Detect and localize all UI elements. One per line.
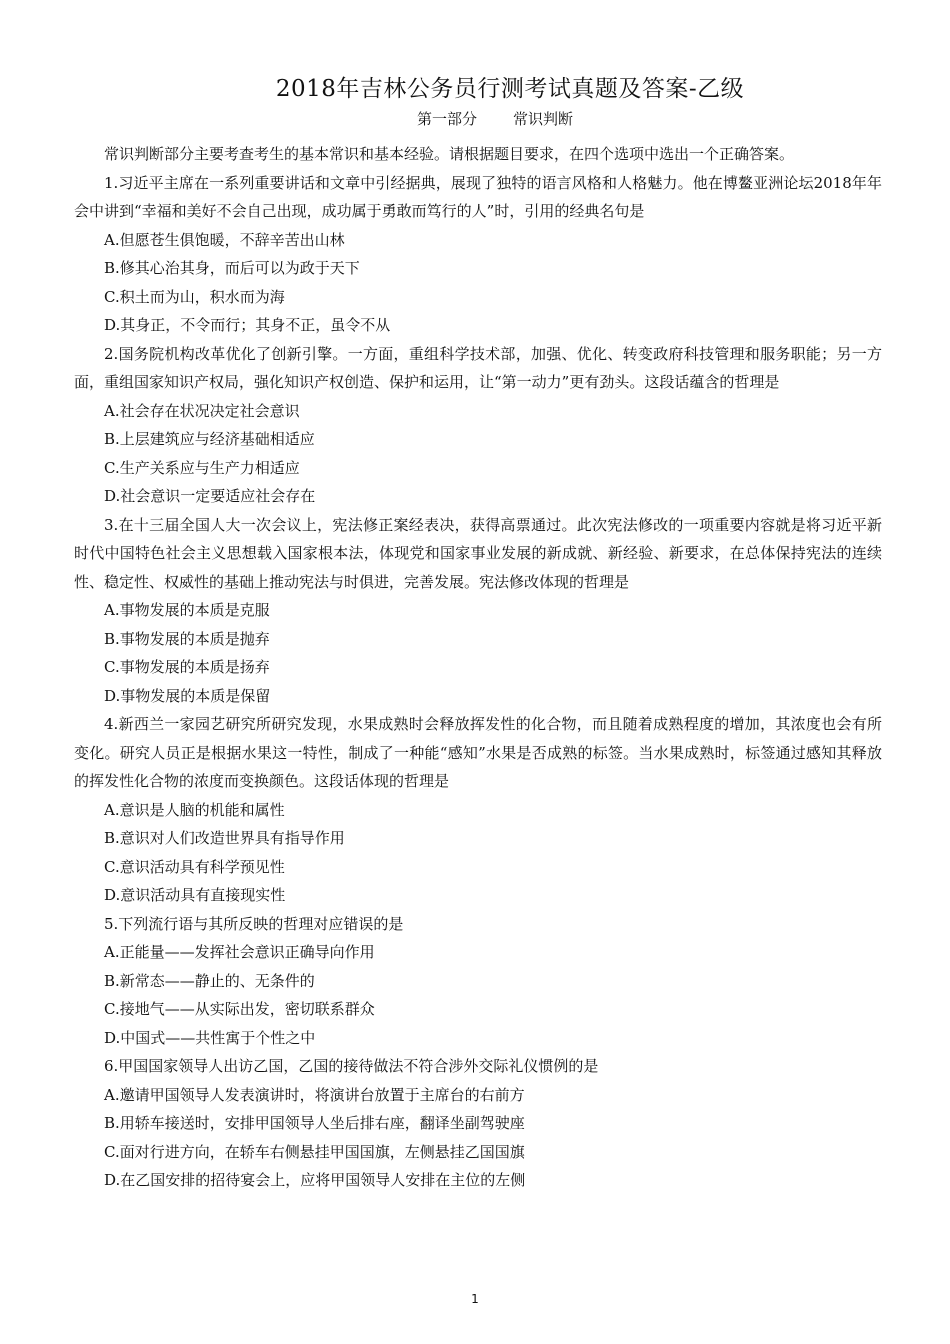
option-b: B.用轿车接送时，安排甲国领导人坐后排右座，翻译坐副驾驶座 [104,1114,525,1132]
option-d: D.中国式——共性寓于个性之中 [104,1028,316,1047]
question-stem: 4.新西兰一家园艺研究所研究发现，水果成熟时会释放挥发性的化合物，而且随着成熟程度的增加，其浓度也会有所变化。研究人员正是根据水果这一特性，制成了一种能“感知”水果是否成熟的标签。当水果成熟时，标签通过感知其释放的挥发性化合物的浓度而变换颜色。这段话体现的哲理是 [74,715,882,790]
question-stem: 1.习近平主席在一系列重要讲话和文章中引经据典，展现了独特的语言风格和人格魅力。他在博鳌亚洲论坛2018年年会中讲到“幸福和美好不会自己出现，成功属于勇敢而笃行的人”时，引用的经典名句是 [74,173,882,220]
option-c: C.面对行进方向，在轿车右侧悬挂甲国国旗，左侧悬挂乙国国旗 [104,1142,525,1161]
question-stem: 2.国务院机构改革优化了创新引擎。一方面，重组科学技术部，加强、优化、转变政府科技管理和服务职能；另一方面，重组国家知识产权局，强化知识产权创造、保护和运用，让“第一动力”更有劲头。这段话蕴含的哲理是 [74,344,882,391]
question-4 [74,710,882,910]
page-title: 2018年吉林公务员行测考试真题及答案-乙级 [275,76,745,102]
option-a: A.正能量——发挥社会意识正确导向作用 [104,943,375,961]
option-c: C.意识活动具有科学预见性 [104,857,285,876]
question-stem: 5.下列流行语与其所反映的哲理对应错误的是 [104,914,404,933]
question-6 [74,1052,882,1195]
question-3 [74,511,882,711]
section-name: 常识判断 [513,110,574,128]
option-d: D.在乙国安排的招待宴会上，应将甲国领导人安排在主位的左侧 [104,1171,526,1189]
option-b: B.事物发展的本质是抛弃 [104,629,270,648]
page-number: 1 [471,1292,479,1306]
question-stem: 3.在十三届全国人大一次会议上，宪法修正案经表决，获得高票通过。此次宪法修改的一项重要内容就是将习近平新时代中国特色社会主义思想载入国家根本法，体现党和国家事业发展的新成就、新经验、新要求，在总体保持宪法的连续性、稳定性、权威性的基础上推动宪法与时俱进，完善发展。宪法修改体现的哲理是 [74,515,882,591]
option-a: A.但愿苍生俱饱暖，不辞辛苦出山林 [104,230,345,249]
question-2 [74,340,882,511]
option-d: D.意识活动具有直接现实性 [104,886,286,904]
option-d: D.事物发展的本质是保留 [104,686,271,705]
option-b: B.新常态——静止的、无条件的 [104,971,315,990]
option-d: D.社会意识一定要适应社会存在 [104,487,316,505]
option-c: C.积土而为山，积水而为海 [104,287,285,306]
document-body [74,140,882,1195]
option-a: A.社会存在状况决定社会意识 [104,401,300,420]
section-part: 第一部分 [416,110,477,128]
option-b: B.意识对人们改造世界具有指导作用 [104,829,345,847]
option-b: B.修其心治其身，而后可以为政于天下 [104,259,360,277]
option-b: B.上层建筑应与经济基础相适应 [104,430,315,448]
option-d: D.其身正，不令而行；其身不正，虽令不从 [104,316,391,334]
option-a: A.事物发展的本质是克服 [104,601,270,619]
question-1 [74,169,882,340]
question-5 [74,910,882,1053]
option-c: C.接地气——从实际出发，密切联系群众 [104,1000,375,1018]
intro-paragraph: 常识判断部分主要考查考生的基本常识和基本经验。请根据题目要求，在四个选项中选出一个正确答案。 [104,145,795,163]
option-a: A.邀请甲国领导人发表演讲时，将演讲台放置于主席台的右前方 [104,1085,525,1104]
option-a: A.意识是人脑的机能和属性 [104,800,285,819]
section-heading [0,108,950,129]
option-c: C.生产关系应与生产力相适应 [104,458,300,477]
question-stem: 6.甲国国家领导人出访乙国，乙国的接待做法不符合涉外交际礼仪惯例的是 [104,1057,599,1075]
option-c: C.事物发展的本质是扬弃 [104,658,270,676]
